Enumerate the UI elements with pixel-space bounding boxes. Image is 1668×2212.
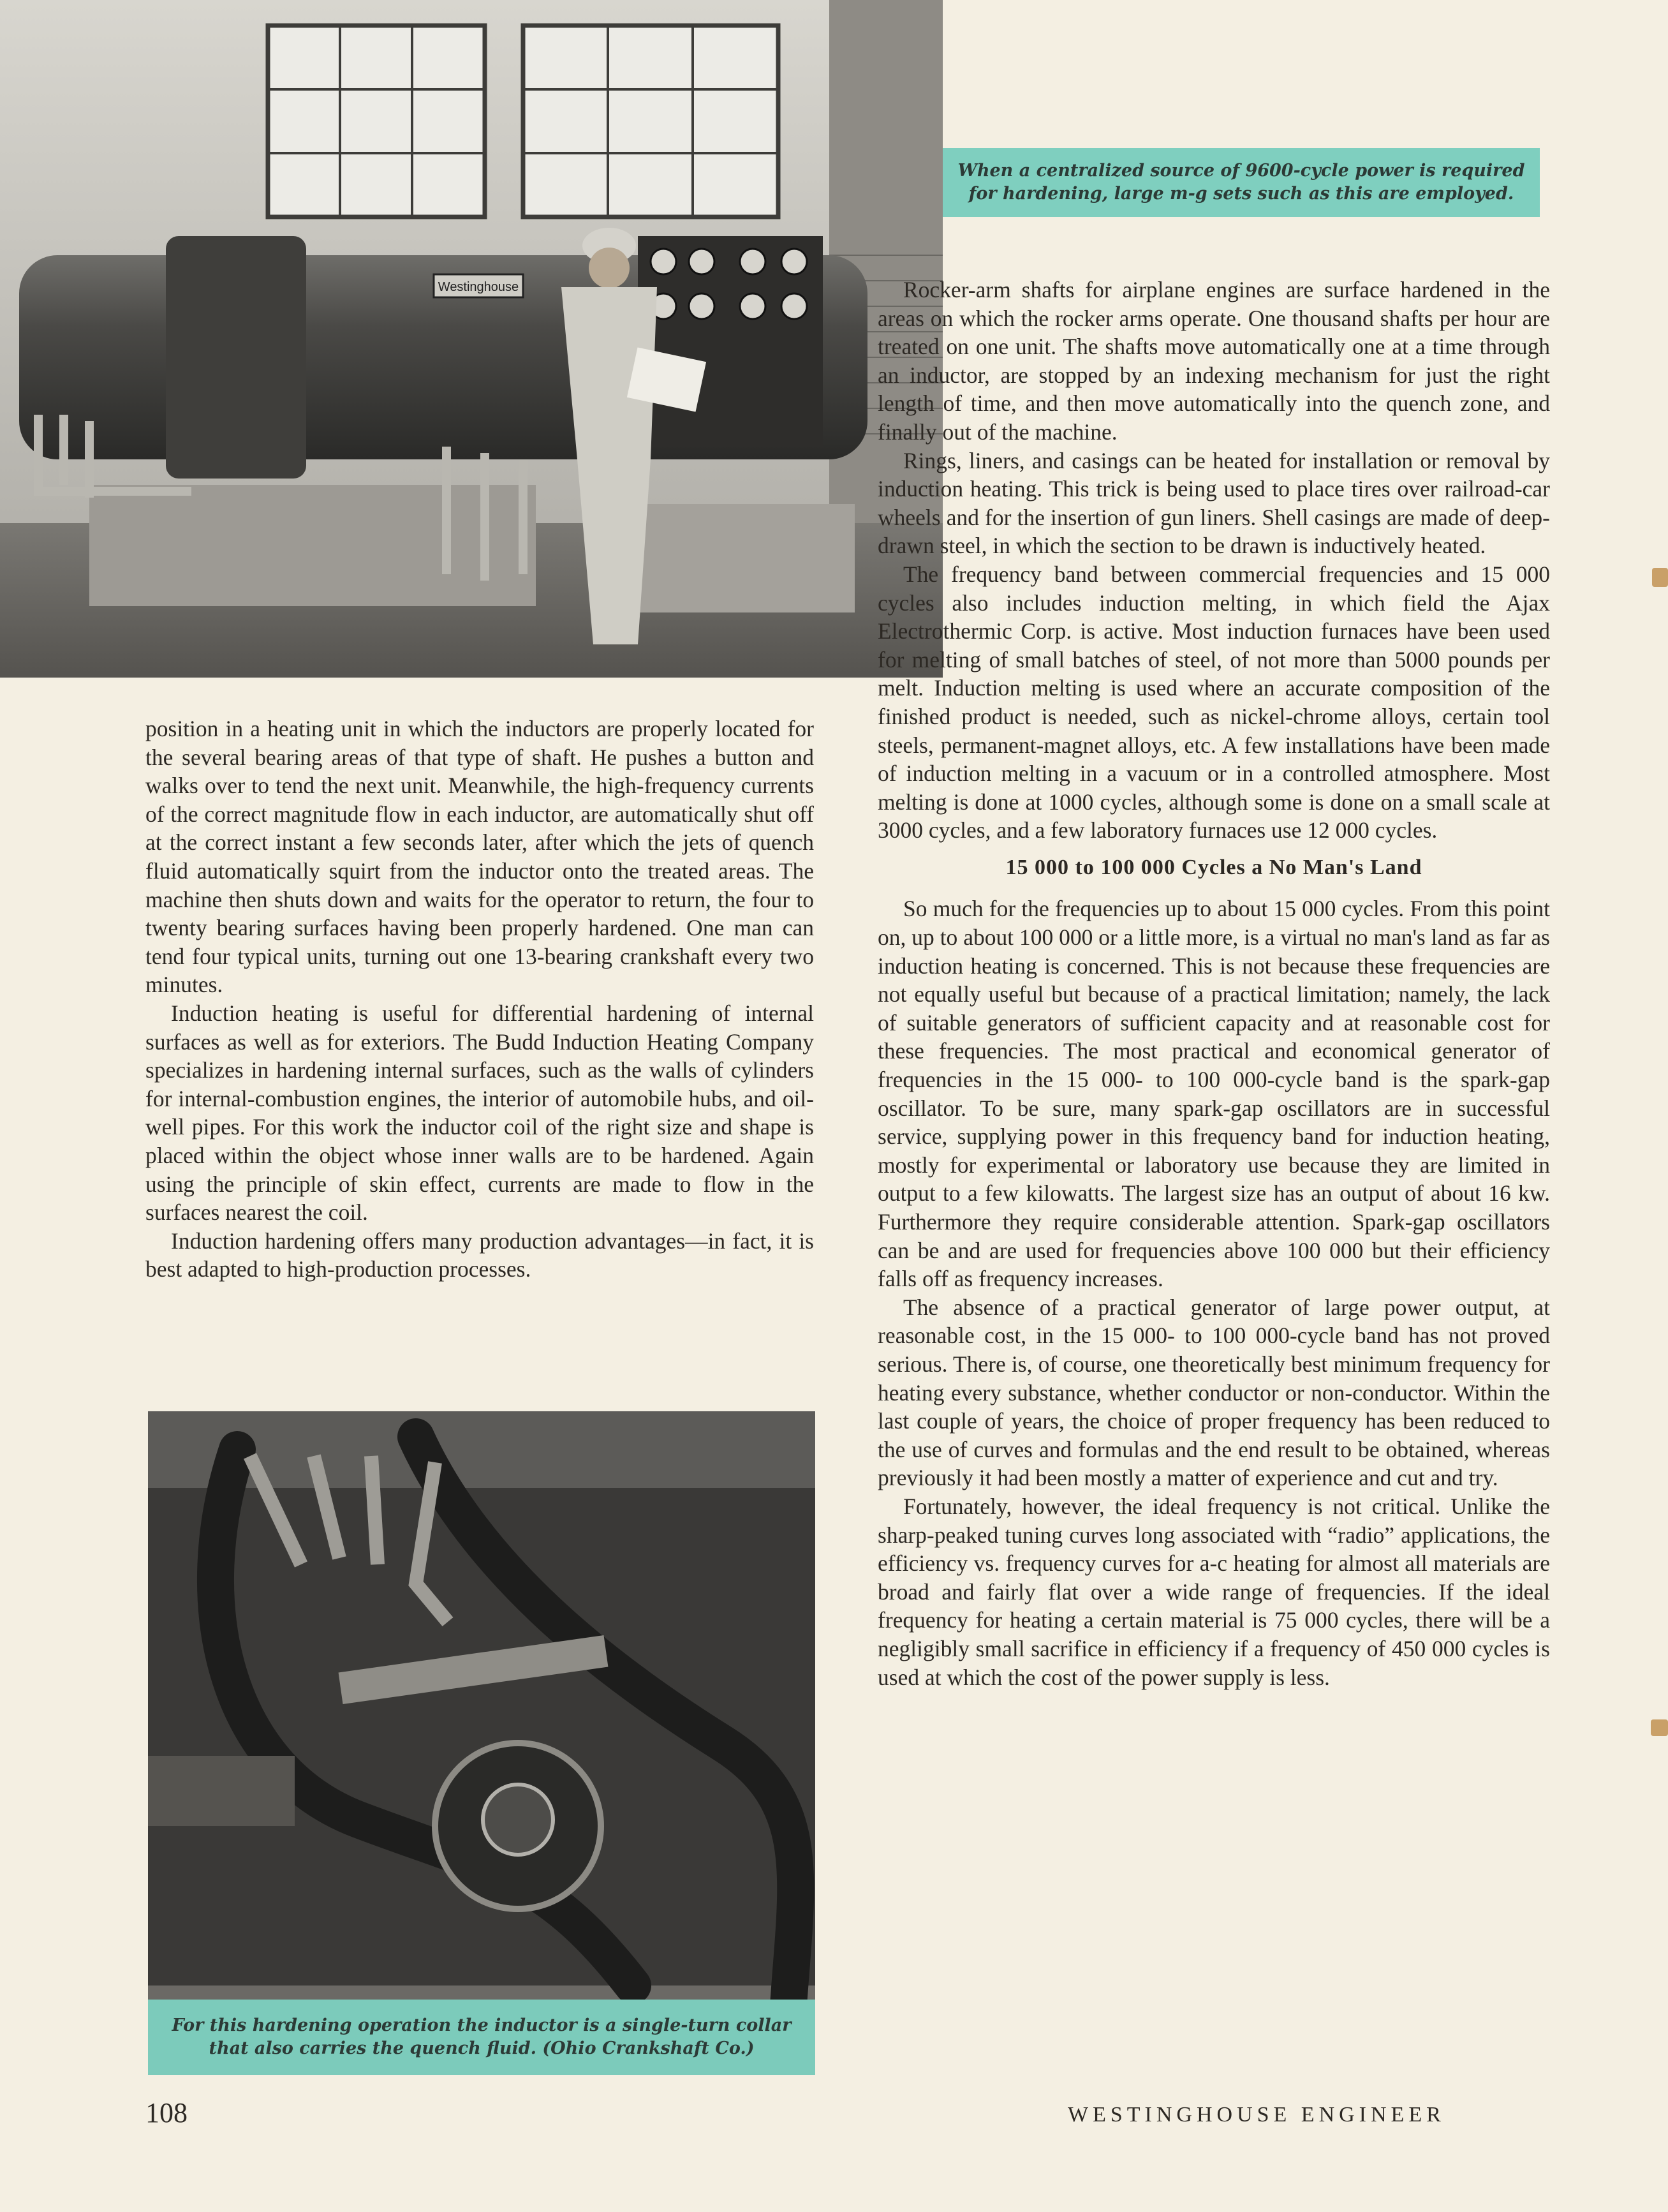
left-paragraph: position in a heating unit in which the inductors are properly located for the several bearing areas of that type of shaft. He pushes a button and walks over to tend the next unit. Meanwhile, the high-frequency currents of the correct magnitude flow in each inductor, are automatically shut off at the correct instant a few seconds later, after which the jets of quench fluid automatically squirt from the inductor onto the treated areas. The machine then shuts down and waits for the operator to return, the four to twenty bearing surfaces having been properly hardened. One man can tend four typical units, turning out one 13-bearing crankshaft every two minutes. [145,716,814,998]
top-photo-caption [943,148,1540,217]
right-paragraph: The frequency band between commercial frequencies and 15 000 cycles also includes induction melting, in which field the Ajax Electrothermic Corp. is active. Most induction furnaces have been used for melting of small batches of steel, of not more than 5000 pounds per melt. Induction melting is used where an accurate composition of the finished product is needed, such as nickel-chrome alloys, certain tool steels, permanent-magnet alloys, etc. A few installations have been made of induction melting in a vacuum or in a controlled atmosphere. Most melting is done at 1000 cycles, although some is done on a small scale at 3000 cycles, and a few laboratory furnaces use 12 000 cycles. [878,561,1550,843]
inductor-collar-photo [148,1411,815,2075]
right-paragraph: So much for the frequencies up to about 15 000 cycles. From this point on, up to about 100 000 or a little more, is a virtual no man's land as far as induction heating is concerned. This is not because these frequencies are not equally useful but because of a practical limitation; namely, the lack of suitable generators of sufficient capacity and at reasonable cost for these frequencies. The most practical and economical generator of frequencies in the 15 000- to 100 000-cycle band is the spark-gap oscillator. To be sure, many spark-gap oscillators are in successful service, supplying power in this frequency band for induction heating, mostly for experimental or laboratory use because they are limited in output to a few kilowatts. The largest size has an output of about 16 kw. Furthermore they require considerable attention. Spark-gap oscillators can be and are used for frequencies above 100 000 but their efficiency falls off as frequency increases. [878,896,1550,1292]
left-column [145,715,814,1284]
mg-set-photo [0,0,943,678]
bottom-photo-caption [148,2000,815,2075]
edge-mark [1652,568,1668,587]
bottom-caption-text: For this hardening operation the inductor is a single-turn collar that also carries the quench fluid. (Ohio Crankshaft Co.) [172,2015,792,2058]
nameplate-text: Westinghouse [438,280,519,294]
right-column [878,276,1550,1691]
top-caption-text: When a centralized source of 9600-cycle power is required for hardening, large m-g sets such as this are employed. [957,161,1525,204]
left-paragraph: Induction heating is useful for differential hardening of internal surfaces as well as for exteriors. The Budd Induction Heating Company specializes in hardening internal surfaces, such as the walls of cylinders for internal-combustion engines, the interior of automobile hubs, and oil-well pipes. For this work the inductor coil of the right size and shape is placed within the object whose inner walls are to be hardened. Again using the principle of skin effect, currents are made to flow in the surfaces nearest the coil. [145,1000,814,1226]
right-paragraph: Rocker-arm shafts for airplane engines are surface hardened in the areas on which the rocker arms operate. One thousand shafts per hour are treated on one unit. The shafts move automatically one at a time through an inductor, are stopped by an indexing mechanism for just the right length of time, and then move automatically into the quench zone, and finally out of the machine. [878,277,1550,445]
left-paragraph: Induction hardening offers many production advantages—in fact, it is best adapted to high-production processes. [145,1228,814,1282]
right-paragraph: Rings, liners, and casings can be heated for installation or removal by induction heating. This trick is being used to place tires over railroad-car wheels and for the insertion of gun liners. Shell casings are made of deep-drawn steel, in which the section to be drawn is inductively heated. [878,447,1550,559]
page-number: 108 [145,2097,188,2128]
right-paragraph: Fortunately, however, the ideal frequency is not critical. Unlike the sharp-peaked tuning curves long associated with “radio” applications, the efficiency vs. frequency curves for a-c heating for almost all materials are broad and fairly flat over a wide range of frequencies. If the ideal frequency for heating a certain material is 75 000 cycles, there will be a negligibly small sacrifice in efficiency if a frequency of 450 000 cycles is used at which the cost of the power supply is less. [878,1493,1550,1690]
edge-mark [1651,1719,1668,1736]
right-paragraph: The absence of a practical generator of large power output, at reasonable cost, in the 15 000- to 100 000-cycle band has not proved serious. There is, of course, one theoretically best minimum frequency for heating every substance, whether conductor or non-conductor. Within the last couple of years, the choice of proper frequency has been reduced to the use of curves and formulas and the end result to be obtained, whereas previously it had been mostly a matter of experience and cut and try. [878,1294,1550,1491]
publication-title: WESTINGHOUSE ENGINEER [1068,2103,1445,2127]
section-heading: 15 000 to 100 000 Cycles a No Man's Land [1005,855,1422,879]
